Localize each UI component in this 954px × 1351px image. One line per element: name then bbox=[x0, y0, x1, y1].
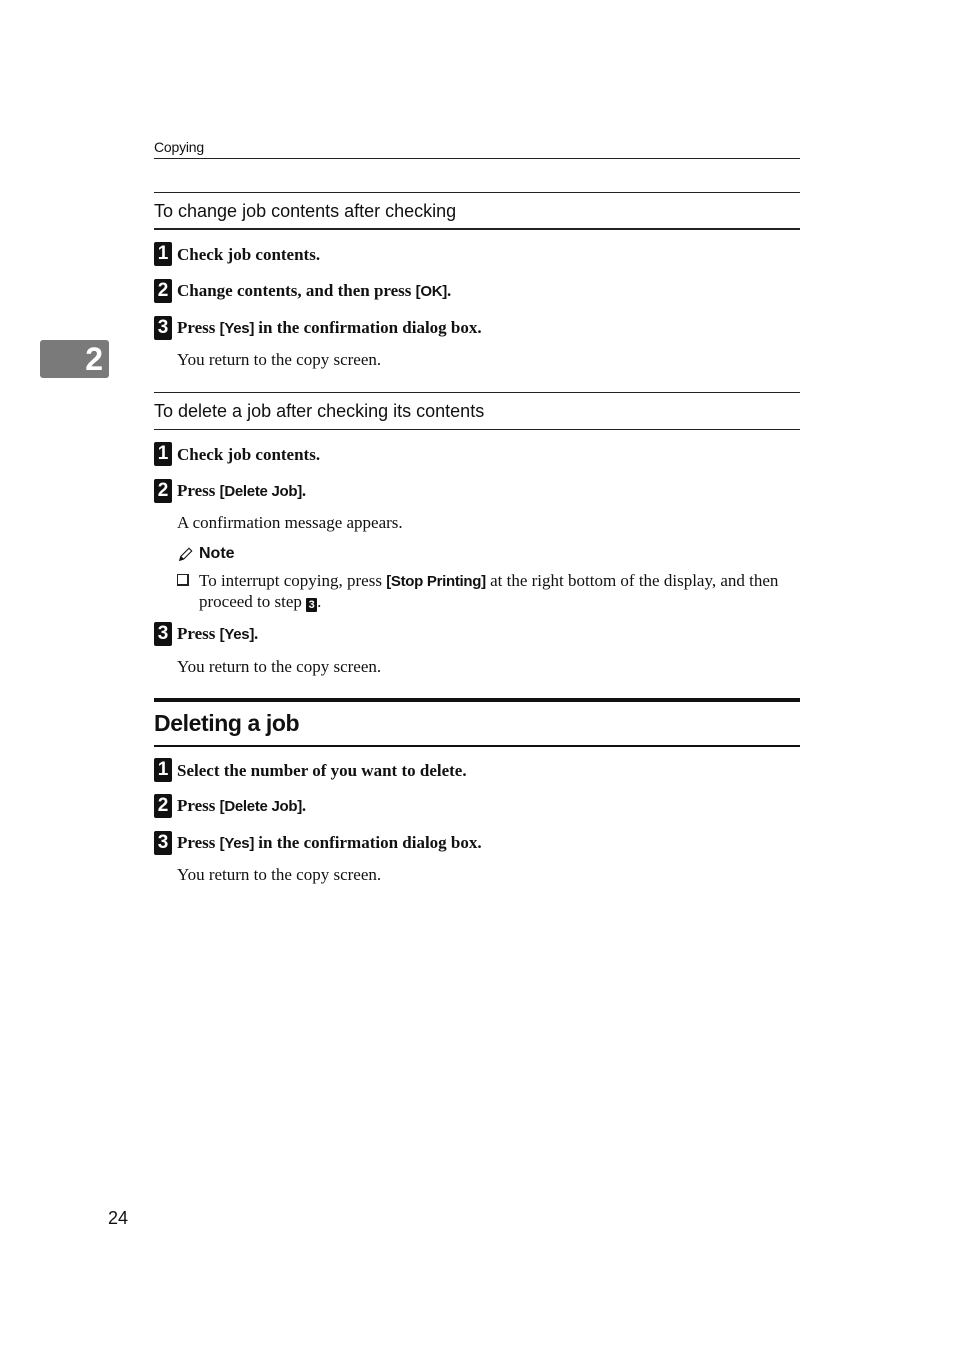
note-text-before: To interrupt copying, press bbox=[199, 571, 387, 590]
step-deleting-3 bbox=[154, 829, 482, 855]
note-text-end: . bbox=[317, 592, 322, 611]
step-number-icon: 3 bbox=[154, 831, 172, 855]
chapter-tab: 2 bbox=[40, 340, 109, 378]
delete-job-key-label: [Delete Job] bbox=[219, 798, 302, 815]
step-text-after: . bbox=[301, 796, 307, 815]
step-text-before: Press bbox=[177, 481, 220, 500]
step-text bbox=[177, 624, 258, 646]
step-text bbox=[177, 281, 451, 303]
subsection-title-delete-after-check: To delete a job after checking its contents bbox=[154, 392, 800, 430]
yes-key-label: [Yes] bbox=[219, 320, 255, 337]
step-deleting-2 bbox=[154, 792, 306, 818]
step-number-icon: 3 bbox=[154, 622, 172, 646]
step-reference-icon: 3 bbox=[306, 598, 317, 612]
step-delete-check-3 bbox=[154, 620, 258, 646]
step-result: You return to the copy screen. bbox=[177, 657, 382, 676]
ok-key-label: [OK] bbox=[415, 283, 447, 300]
note-text bbox=[177, 571, 800, 612]
step-number-icon: 1 bbox=[154, 442, 172, 466]
step-result: You return to the copy screen. bbox=[177, 350, 382, 369]
yes-key-label: [Yes] bbox=[219, 835, 255, 852]
section-heading-deleting: Deleting a job bbox=[154, 698, 800, 747]
step-number-icon: 2 bbox=[154, 479, 172, 503]
delete-job-key-label: [Delete Job] bbox=[219, 483, 302, 500]
step-text-after: in the confirmation dialog box. bbox=[254, 318, 482, 337]
step-number-icon: 1 bbox=[154, 758, 172, 782]
checkbox-bullet-icon bbox=[177, 574, 189, 586]
step-result: A confirmation message appears. bbox=[177, 513, 403, 532]
step-text-after: . bbox=[301, 481, 307, 500]
step-text-after: in the confirmation dialog box. bbox=[254, 833, 482, 852]
running-header: Copying bbox=[154, 139, 800, 159]
step-number-icon: 2 bbox=[154, 279, 172, 303]
note-item bbox=[177, 571, 800, 612]
step-deleting-1 bbox=[154, 756, 467, 782]
step-delete-check-2 bbox=[154, 477, 306, 503]
note-text-after: at the right bottom of the display, and then proceed to step bbox=[199, 571, 779, 611]
step-text: Check job contents. bbox=[177, 245, 321, 264]
step-text-after: . bbox=[254, 624, 259, 643]
step-text bbox=[177, 833, 482, 855]
step-change-1 bbox=[154, 240, 320, 266]
step-change-3 bbox=[154, 314, 482, 340]
step-text-before: Press bbox=[177, 796, 220, 815]
step-number-icon: 3 bbox=[154, 316, 172, 340]
step-number-icon: 1 bbox=[154, 242, 172, 266]
step-text: Check job contents. bbox=[177, 445, 321, 464]
note-heading bbox=[177, 545, 235, 563]
note-label: Note bbox=[199, 545, 235, 562]
step-result: You return to the copy screen. bbox=[177, 865, 382, 884]
step-text-before: Press bbox=[177, 833, 220, 852]
step-text-after: . bbox=[446, 281, 452, 300]
step-text bbox=[177, 796, 306, 818]
stop-printing-key-label: [Stop Printing] bbox=[386, 573, 486, 590]
step-number-icon: 2 bbox=[154, 794, 172, 818]
step-text-before: Change contents, and then press bbox=[177, 281, 416, 300]
step-text-before: Press bbox=[177, 624, 220, 643]
step-text-before: Press bbox=[177, 318, 220, 337]
step-text bbox=[177, 318, 482, 340]
step-text: Select the number of you want to delete. bbox=[177, 761, 467, 780]
page-number: 24 bbox=[108, 1208, 129, 1228]
step-text bbox=[177, 481, 306, 503]
step-change-2 bbox=[154, 277, 451, 303]
step-delete-check-1 bbox=[154, 440, 320, 466]
subsection-title-change: To change job contents after checking bbox=[154, 192, 800, 230]
yes-key-label: [Yes] bbox=[219, 626, 255, 643]
pencil-icon bbox=[177, 545, 195, 563]
